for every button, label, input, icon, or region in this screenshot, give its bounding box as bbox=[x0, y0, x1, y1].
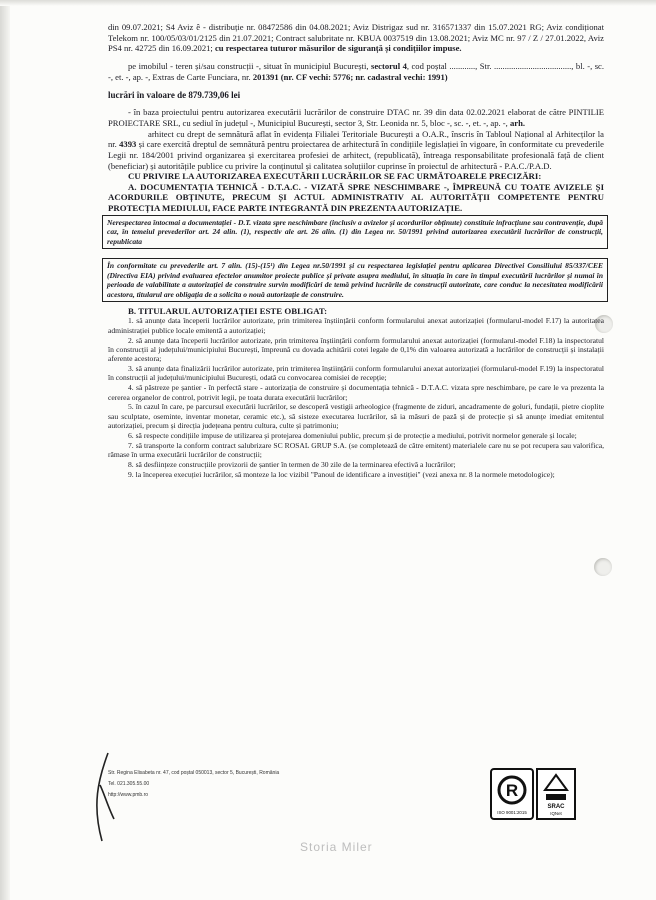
list-item: 5. în cazul în care, pe parcursul executării lucrărilor, se descoperă vestigii arheologice (fragmente de ziduri, ancadramente de goluri, fundații, pietre cioplite sau sculptate, oseminte, inventar monetar, ceramic etc.), să sisteze executarea lucrărilor, să ia măsuri de pază și de protecție și să anunțe imediat emitentul autorizației, precum și direcția județeana pentru cultura, culte și patrimoniu; bbox=[108, 402, 604, 431]
paragraph-property: pe imobilul - teren și/sau construcții -, situat în municipiul București, sectorul 4, cod poștal ............, Str. ...................................., bl. -, sc. -, et. -, ap. -, Extras de Carte Funciara, nr. 201391 (nr. CF vechi: 5776; nr. cadastral vechi: 1991) bbox=[108, 61, 605, 82]
heading-section-a: A. DOCUMENTAȚIA TEHNICĂ - D.T.A.C. - VIZATĂ SPRE NESCHIMBARE -, ÎMPREUNĂ CU TOATE AVIZELE ȘI ACORDURILE OBȚINUTE, PRECUM ȘI ACTUL ADMINISTRATIV AL AUTORITĂȚII COMPETENTE PENTRU PROTECȚIA MEDIULUI, FACE PARTE INTEGRANTĂ DIN PREZENTA AUTORIZAȚIE. bbox=[108, 181, 604, 213]
certification-logos bbox=[490, 768, 578, 822]
notice-box-nerespectare: Nerespectarea întocmai a documentației - D.T. vizata spre neschimbare (inclusiv a avizelor și acordurilor obținute) constituie infracțiune sau contravenție, după caz, în temeiul prevederilor art. 24 alin. (1), respectiv ale art. 26 alin. (1) din Legea nr. 50/1991 privind autorizarea executării lucrărilor de construcții, republicata bbox=[102, 215, 608, 249]
punch-hole bbox=[594, 558, 612, 576]
notice-box-directiva: În conformitate cu prevederile art. 7 alin. (15)-(15¹) din Legea nr.50/1991 și cu respectarea legislației pentru aplicarea Directivei Consiliului 85/337/CEE (Directiva EIA) privind evaluarea efectelor anumitor proiecte publice și private asupra mediului, în situația în care în timpul executării lucrărilor și numai în perioada de valabilitate a autorizației de construire survin modificări de temă privind lucrările de construcții autorizate, care conduc la necesitatea modificării acestora, titularul are obligația de a solicita o nouă autorizație de construire. bbox=[102, 258, 608, 302]
logo1-caption: ISO 9001:2015 bbox=[497, 810, 527, 815]
logo2-text: SRAC bbox=[547, 804, 565, 810]
works-value: lucrări în valoare de 879.739,06 lei bbox=[108, 89, 241, 100]
list-item: 1. să anunțe data începerii lucrărilor autorizate, prin trimiterea înștiințării conform formularului anexat autorizației (formularul-model F.17) la autoritatea administrației publice locale emitentă a autorizației; bbox=[108, 316, 604, 335]
scan-left-shadow bbox=[0, 0, 10, 900]
iso-certification-logo bbox=[490, 768, 534, 820]
obligations-list bbox=[108, 316, 604, 479]
list-item: 2. să anunțe data începerii lucrărilor autorizate, prin trimiterea înștiințării conform formularului anexat autorizației (formularul-model F.18) la inspectoratul în construcții al județului/municipiului București, împreună cu dovada achitării cotei legale de 0,1% din valoarea autorizată a lucrărilor de construcții și instalații aferente acestora; bbox=[108, 335, 604, 364]
scan-top-shadow bbox=[0, 0, 656, 6]
heading-precizari: CU PRIVIRE LA AUTORIZAREA EXECUTĂRII LUCRĂRILOR SE FAC URMĂTOARELE PRECIZĂRI: bbox=[128, 171, 542, 182]
footer-web: http://www.pmb.ro bbox=[108, 792, 149, 798]
srac-emblem-icon bbox=[538, 770, 574, 818]
list-item: 6. să respecte condițiile impuse de utilizarea și protejarea domeniului public, precum și de protecție a mediului, potrivit normelor generale și locale; bbox=[128, 430, 577, 440]
list-item: 7. să transporte la conform contract salubrizare SC ROSAL GRUP S.A. (se completează de către emitent) materialele care nu se pot recupera sau valorifica, rămase în urma executării lucrărilor de construcții; bbox=[108, 440, 604, 460]
srac-certification-logo bbox=[536, 768, 576, 820]
list-item: 4. să păstreze pe șantier - în perfectă stare - autorizația de construire și documentația tehnică - D.T.A.C. vizata spre neschimbare, pe care le va prezenta la cererea organelor de control, potrivit legii, pe toata durata executării lucrărilor; bbox=[108, 383, 604, 402]
list-item: 9. la începerea execuției lucrărilor, să monteze la loc vizibil "Panoul de identificare a investiției" (vezi anexa nr. 8 la normele metodologice); bbox=[128, 469, 555, 479]
footer-phone: Tel. 021.305.55.00 bbox=[108, 781, 150, 787]
paragraph-project: - în baza proiectului pentru autorizarea executării lucrărilor de construire DTAC nr. 39 din data 02.02.2021 elaborat de către PINTILIE PROIECTARE SRL, cu sediul în județul -, Municipiul București, sector 3, Str. Leonida nr. 5, bloc -, sc. -, et. -, ap. -, arh. arhitect cu drept de semnătură aflat în evidența Filialei Teritoriale București a O.A.R., înscris în Tabloul Național al Arhitecților la nr. 4393 și care exercită dreptul de semnătură pentru proiectarea de arhitectură în condițiile legislației în vigoare, în conformitate cu prevederile Legii nr. 184/2001 privind organizarea și exercitarea profesiei de arhitect, (republicată), întreaga responsabilitate profesională față de client (beneficiar) și autoritățile publice cu privire la conținutul și calitatea soluțiilor cuprinse în proiectul de arhitectură - P.A.C./P.A.D. bbox=[108, 107, 604, 171]
logo1-letter: R bbox=[505, 781, 519, 800]
document-body bbox=[108, 22, 604, 480]
list-item: 8. să desființeze construcțiile provizorii de șantier în termen de 30 zile de la terminarea efectivă a lucrărilor; bbox=[128, 459, 456, 469]
footer-contact bbox=[108, 768, 279, 801]
heading-section-b: B. TITULARUL AUTORIZAȚIEI ESTE OBLIGAT: bbox=[128, 305, 328, 316]
watermark-text: Storia Miler bbox=[300, 840, 373, 854]
footer-address: Str. Regina Elisabeta nr. 47, cod poștal 050013, sector 5, București, România bbox=[108, 770, 280, 776]
paragraph-permits: din 09.07.2021; S4 Aviz ê - distribuție nr. 08472586 din 04.08.2021; Aviz Distrigaz sud nr. 316571337 din 15.07.2021 RG; Aviz condiționat Telekom nr. 100/05/03/01/2125 din 21.07.2021; Contract salubritate nr. KBUA 0037519 din 13.08.2021; Aviz MC nr. 97 / Z / 27.01.2022, Aviz PS4 nr. 42725 din 16.09.2021; cu respectarea tuturor măsurilor de siguranță și condițiilor impuse. bbox=[108, 22, 604, 54]
list-item: 3. să anunțe data finalizării lucrărilor autorizate, prin trimiterea înștiințării conform formularului anexat autorizației (formularul-model F.19) la inspectoratul în construcții al județului/municipiului București, odată cu convocarea comisiei de recepție; bbox=[108, 364, 604, 383]
registered-r-icon bbox=[492, 770, 532, 818]
logo2-caption: IQNet bbox=[550, 811, 562, 816]
